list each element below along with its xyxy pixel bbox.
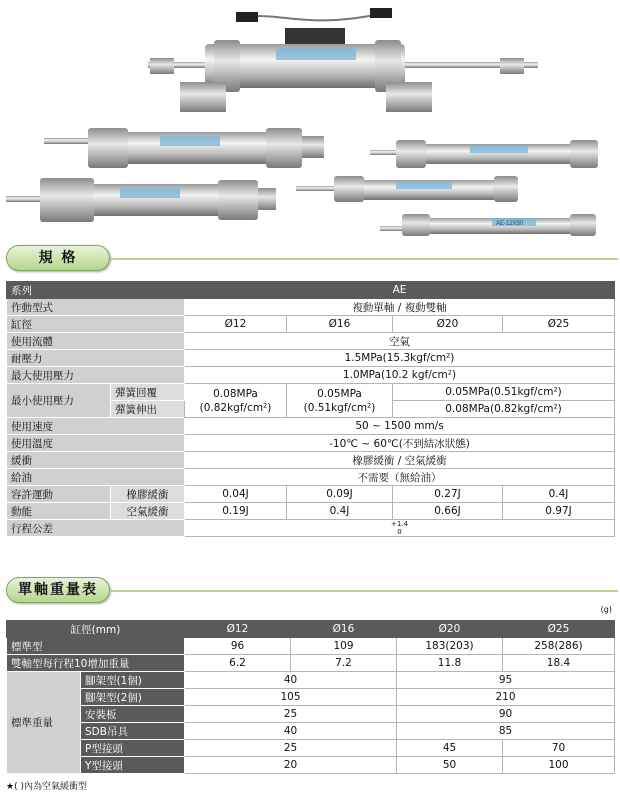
plate-small: 25 (185, 706, 397, 723)
air-energy-20: 0.66J (393, 503, 503, 520)
energy-label-2: 動能 (7, 503, 111, 520)
maxp-label: 最大使用壓力 (7, 367, 185, 384)
spring-extend-label: 彈簧伸出 (111, 401, 185, 418)
cylinder-25 (6, 178, 276, 222)
sdb-label: SDB吊具 (81, 723, 185, 740)
add-weight-20: 11.8 (397, 655, 503, 672)
cylinder-16 (44, 128, 324, 168)
temp-value: -10℃ ~ 60℃(不到結冰狀態) (185, 435, 615, 452)
weight-bore-16: Ø16 (291, 621, 397, 638)
cylinder-12b (380, 214, 596, 236)
p-joint-small: 25 (185, 740, 397, 757)
minp-16-kgf: (0.51kgf/cm²) (303, 401, 376, 414)
std-group-label: 標準重量 (7, 672, 81, 774)
table-row (7, 486, 615, 503)
tolerance-value (185, 520, 615, 537)
weight-section-title: 單軸重量表 (6, 577, 110, 603)
std-weight-12: 96 (185, 638, 291, 655)
minp-2025-return: 0.05MPa(0.51kgf/cm²) (393, 384, 615, 401)
tolerance-label: 行程公差 (7, 520, 185, 537)
table-row (7, 638, 615, 655)
table-row (7, 469, 615, 486)
plate-large: 90 (397, 706, 615, 723)
energy-label-1: 容許運動 (7, 486, 111, 503)
minp-12 (185, 384, 287, 418)
action-value: 複動單軸 / 複動雙軸 (185, 299, 615, 316)
lube-value: 不需要（無給油） (185, 469, 615, 486)
tolerance-lower: 0 (397, 528, 402, 536)
table-row (7, 282, 615, 299)
bore-16: Ø16 (287, 316, 393, 333)
table-row (7, 418, 615, 435)
product-photo (0, 0, 620, 236)
table-row (7, 452, 615, 469)
table-row (7, 350, 615, 367)
std-weight-20: 183(203) (397, 638, 503, 655)
sdb-large: 85 (397, 723, 615, 740)
add-weight-16: 7.2 (291, 655, 397, 672)
foot2-small: 105 (185, 689, 397, 706)
rubber-energy-16: 0.09J (287, 486, 393, 503)
footnote: ★( )內為空氣緩衝型 (6, 782, 87, 792)
fluid-value: 空氣 (185, 333, 615, 350)
minp-12-mpa: 0.08MPa (213, 387, 258, 400)
add-weight-label: 雙軸型每行程10增加重量 (7, 655, 185, 672)
air-cushion-label: 空氣緩衝 (111, 503, 185, 520)
y-joint-25: 100 (503, 757, 615, 774)
weight-section-header (6, 577, 618, 603)
table-row (7, 520, 615, 537)
spec-section-header (6, 245, 618, 271)
proof-label: 耐壓力 (7, 350, 185, 367)
weight-table (6, 620, 615, 774)
table-row (7, 367, 615, 384)
table-row (7, 435, 615, 452)
lube-label: 給油 (7, 469, 185, 486)
weight-header-rule (110, 590, 618, 592)
cushion-label: 緩衝 (7, 452, 185, 469)
minp-16 (287, 384, 393, 418)
weight-unit: (g) (600, 605, 612, 614)
minp-label: 最小使用壓力 (7, 384, 111, 418)
action-label: 作動型式 (7, 299, 185, 316)
temp-label: 使用溫度 (7, 435, 185, 452)
speed-value: 50 ~ 1500 mm/s (185, 418, 615, 435)
rubber-energy-25: 0.4J (503, 486, 615, 503)
spec-header-rule (110, 258, 618, 260)
weight-bore-20: Ø20 (397, 621, 503, 638)
std-weight-label: 標準型 (7, 638, 185, 655)
table-row (7, 723, 615, 740)
series-label: 系列 (7, 282, 185, 299)
air-energy-12: 0.19J (185, 503, 287, 520)
p-joint-label: P型接頭 (81, 740, 185, 757)
std-weight-25: 258(286) (503, 638, 615, 655)
double-rod-cylinder (148, 8, 538, 112)
table-row (7, 299, 615, 316)
p-joint-25: 70 (503, 740, 615, 757)
table-row (7, 503, 615, 520)
rubber-energy-20: 0.27J (393, 486, 503, 503)
add-weight-25: 18.4 (503, 655, 615, 672)
foot1-label: 腳架型(1個) (81, 672, 185, 689)
table-row (7, 333, 615, 350)
table-row (7, 384, 615, 401)
std-weight-16: 109 (291, 638, 397, 655)
rubber-energy-12: 0.04J (185, 486, 287, 503)
bore-25: Ø25 (503, 316, 615, 333)
y-joint-small: 20 (185, 757, 397, 774)
bore-20: Ø20 (393, 316, 503, 333)
foot1-large: 95 (397, 672, 615, 689)
table-row (7, 316, 615, 333)
spec-table (6, 281, 615, 537)
bore-12: Ø12 (185, 316, 287, 333)
minp-12-kgf: (0.82kgf/cm²) (199, 401, 272, 414)
add-weight-12: 6.2 (185, 655, 291, 672)
foot2-label: 腳架型(2個) (81, 689, 185, 706)
minp-16-mpa: 0.05MPa (317, 387, 362, 400)
air-energy-16: 0.4J (287, 503, 393, 520)
weight-bore-12: Ø12 (185, 621, 291, 638)
cushion-value: 橡膠緩衝 / 空氣緩衝 (185, 452, 615, 469)
maxp-value: 1.0MPa(10.2 kgf/cm²) (185, 367, 615, 384)
table-row (7, 740, 615, 757)
table-row (7, 655, 615, 672)
rubber-cushion-label: 橡膠緩衝 (111, 486, 185, 503)
air-energy-25: 0.97J (503, 503, 615, 520)
foot2-large: 210 (397, 689, 615, 706)
proof-value: 1.5MPa(15.3kgf/cm²) (185, 350, 615, 367)
table-row (7, 689, 615, 706)
p-joint-20: 45 (397, 740, 503, 757)
cylinder-20 (370, 140, 598, 168)
weight-bore-25: Ø25 (503, 621, 615, 638)
spec-section-title: 規 格 (6, 245, 110, 271)
bore-label: 缸徑 (7, 316, 185, 333)
foot1-small: 40 (185, 672, 397, 689)
y-joint-20: 50 (397, 757, 503, 774)
minp-2025-extend: 0.08MPa(0.82kgf/cm²) (393, 401, 615, 418)
cylinder-model-label: AE-12X50 (496, 221, 524, 227)
weight-bore-label: 缸徑(mm) (7, 621, 185, 638)
tolerance-upper: +1.4 (391, 520, 408, 528)
table-row (7, 672, 615, 689)
table-row (7, 621, 615, 638)
fluid-label: 使用流體 (7, 333, 185, 350)
spring-return-label: 彈簧回覆 (111, 384, 185, 401)
table-row (7, 706, 615, 723)
sdb-small: 40 (185, 723, 397, 740)
y-joint-label: Y型接頭 (81, 757, 185, 774)
cylinder-12a (296, 176, 518, 202)
series-value: AE (185, 282, 615, 299)
speed-label: 使用速度 (7, 418, 185, 435)
plate-label: 安裝板 (81, 706, 185, 723)
table-row (7, 757, 615, 774)
